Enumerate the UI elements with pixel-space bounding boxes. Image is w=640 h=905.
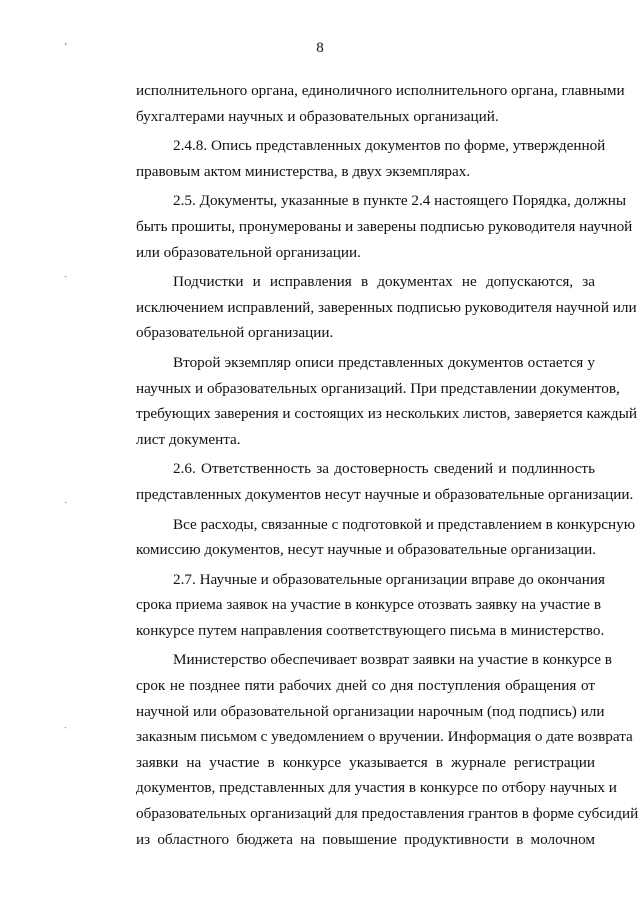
page-number: 8 — [316, 40, 324, 56]
text-line: заявки на участие в конкурсе указывается в журнале регистрации — [136, 753, 595, 771]
scan-mark: ˎ — [64, 267, 68, 278]
scan-mark: ˎ — [64, 718, 68, 729]
text-line: Все расходы, связанные с подготовкой и представлением в конкурсную — [173, 515, 636, 533]
paragraph-expenses — [99, 512, 636, 563]
text-line: быть прошиты, пронумерованы и заверены подписью руководителя научной — [136, 217, 633, 235]
text-line: бухгалтерами научных и образовательных организаций. — [136, 107, 499, 125]
text-line: комиссию документов, несут научные и образовательные организации. — [136, 541, 597, 559]
paragraph-second-copy — [99, 350, 637, 452]
text-line: 2.6. Ответственность за достоверность сведений и подлинность — [173, 460, 595, 478]
text-line: конкурсе путем направления соответствующего письма в министерство. — [136, 621, 605, 639]
paragraph-2-5 — [99, 188, 633, 265]
text-line: срока приема заявок на участие в конкурсе отозвать заявку на участие в — [136, 596, 602, 614]
paragraph-1 — [99, 78, 625, 129]
text-line: Подчистки и исправления в документах не допускаются, за — [173, 273, 595, 291]
text-line: исполнительного органа, единоличного исполнительного органа, главными — [136, 82, 625, 99]
paragraph-2-7 — [99, 567, 606, 644]
document-body — [99, 78, 639, 852]
text-line: срок не позднее пяти рабочих дней со дня поступления обращения от — [136, 677, 595, 695]
paragraph-2-4-8 — [99, 133, 606, 184]
text-line: исключением исправлений, заверенных подписью руководителя научной или — [136, 298, 637, 316]
text-line: Министерство обеспечивает возврат заявки на участие в конкурсе в — [173, 651, 612, 669]
text-line: 2.4.8. Опись представленных документов по форме, утвержденной — [173, 137, 606, 155]
text-line: 2.7. Научные и образовательные организации вправе до окончания — [173, 570, 606, 588]
text-line: научных и образовательных организаций. При представлении документов, — [136, 379, 620, 397]
scan-mark: ʼ — [64, 42, 68, 53]
text-line: или образовательной организации. — [136, 243, 361, 261]
text-line: правовым актом министерства, в двух экземплярах. — [136, 162, 471, 180]
paragraph-2-6 — [99, 456, 634, 507]
text-line: лист документа. — [136, 430, 241, 448]
paragraph-ministry-return — [99, 647, 639, 852]
scan-mark: ˎ — [64, 493, 68, 504]
text-line: 2.5. Документы, указанные в пункте 2.4 настоящего Порядка, должны — [173, 192, 627, 210]
text-line: образовательных организаций для предоставления грантов в форме субсидий — [136, 805, 639, 823]
text-line: из областного бюджета на повышение продуктивности в молочном — [136, 830, 595, 848]
text-line: Второй экземпляр описи представленных документов остается у — [173, 353, 595, 371]
text-line: заказным письмом с уведомлением о вручении. Информация о дате возврата — [136, 728, 633, 746]
paragraph-corrections — [99, 269, 637, 346]
text-line: требующих заверения и состоящих из нескольких листов, заверяется каждый — [136, 405, 637, 423]
text-line: образовательной организации. — [136, 324, 334, 342]
text-line: представленных документов несут научные и образовательные организации. — [136, 485, 634, 503]
text-line: научной или образовательной организации нарочным (под подпись) или — [136, 702, 605, 720]
text-line: документов, представленных для участия в конкурсе по отбору научных и — [136, 779, 617, 797]
